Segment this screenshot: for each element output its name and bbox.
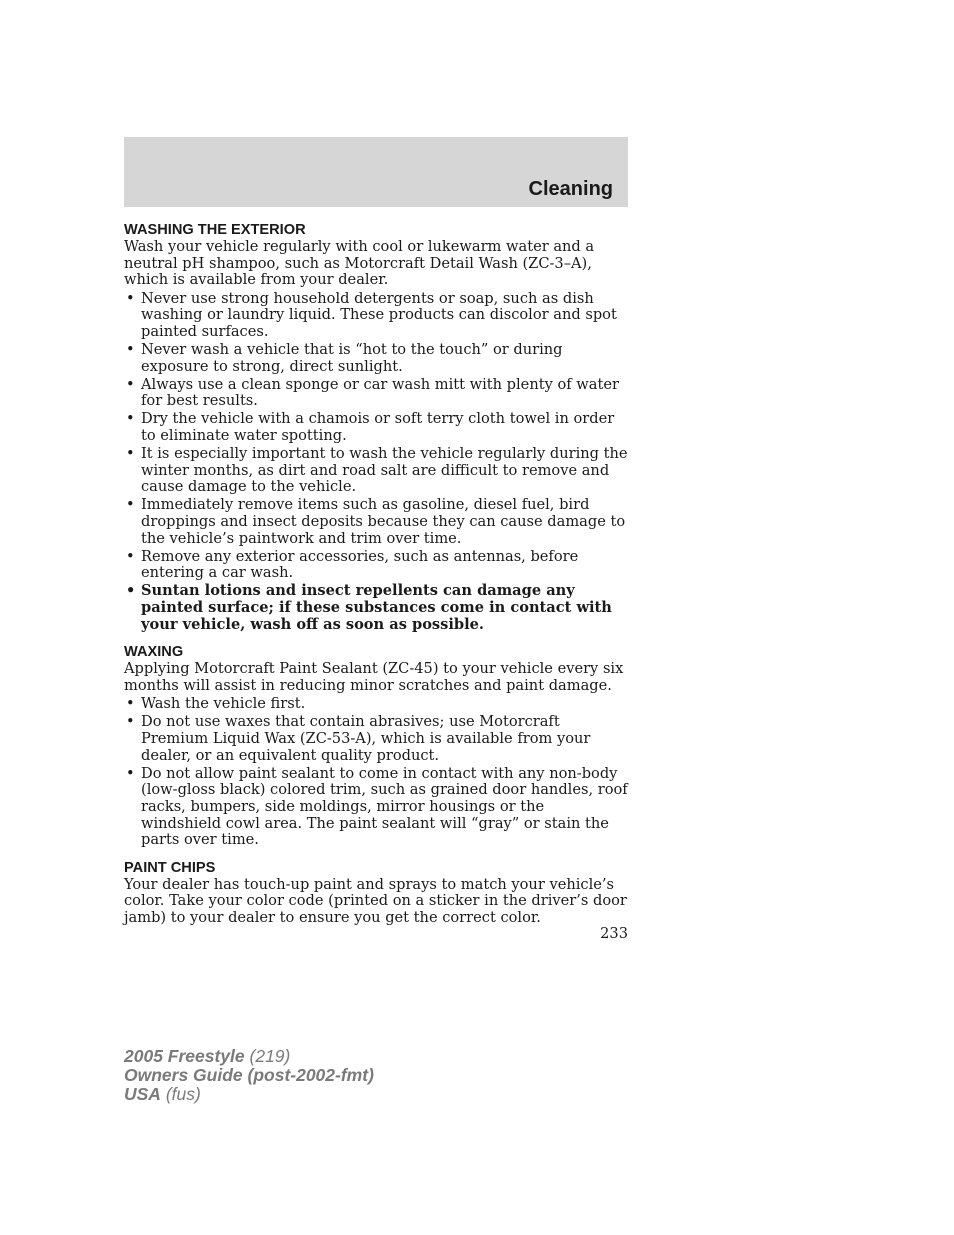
waxing-intro-paragraph: Applying Motorcraft Paint Sealant (ZC-45) to your vehicle every six months will assist in reducing minor scratches and paint damage.: [124, 660, 624, 694]
waxing-bullet-list: [124, 696, 628, 848]
footer-model-code: (219): [244, 1046, 291, 1066]
footer-market-code: (fus): [160, 1084, 201, 1104]
footer-line-model: [124, 1047, 374, 1066]
footer-model: 2005 Freestyle: [124, 1046, 245, 1066]
list-item: • It is especially important to wash the vehicle regularly during the winter months, as dirt and road salt are difficult to remove and cause damage to the vehicle.: [124, 446, 628, 496]
heading-waxing: WAXING: [124, 644, 184, 661]
page-content: [124, 220, 628, 928]
list-item: • Never wash a vehicle that is “hot to the touch” or during exposure to strong, direct sunlight.: [124, 342, 628, 375]
page-number: 233: [600, 925, 628, 942]
list-item: • Never use strong household detergents or soap, such as dish washing or laundry liquid. These products can discolor and spot painted surfaces.: [124, 291, 628, 341]
warning-list-item: • Suntan lotions and insect repellents can damage any painted surface; if these substances come in contact with your vehicle, wash off as soon as possible.: [124, 583, 628, 633]
footer-line-market: [124, 1085, 374, 1104]
section-title: Cleaning: [528, 178, 613, 200]
list-item: • Always use a clean sponge or car wash mitt with plenty of water for best results.: [124, 377, 628, 410]
heading-washing-exterior: WASHING THE EXTERIOR: [124, 222, 306, 238]
list-item: • Wash the vehicle first.: [124, 696, 628, 713]
footer-market: USA: [124, 1084, 161, 1104]
section-header-band: [124, 137, 628, 207]
paint-chips-paragraph: Your dealer has touch-up paint and sprays to match your vehicle’s color. Take your color code (printed on a sticker in the driver’s door jamb) to your dealer to ensure you get the correct color.: [124, 875, 627, 926]
washing-bullet-list: [124, 291, 628, 633]
list-item: • Do not allow paint sealant to come in contact with any non-body (low-gloss black) colored trim, such as grained door handles, roof racks, bumpers, side moldings, mirror housings or the windshield cowl area. The paint sealant will “gray” or stain the parts over time.: [124, 766, 628, 849]
heading-paint-chips: PAINT CHIPS: [124, 859, 216, 876]
list-item: • Remove any exterior accessories, such as antennas, before entering a car wash.: [124, 549, 628, 582]
footer-guide: Owners Guide (post-2002-fmt): [124, 1065, 374, 1085]
list-item: • Do not use waxes that contain abrasives; use Motorcraft Premium Liquid Wax (ZC-53-A), which is available from your dealer, or an equivalent quality product.: [124, 714, 628, 764]
list-item: • Immediately remove items such as gasoline, diesel fuel, bird droppings and insect deposits because they can cause damage to the vehicle’s paintwork and trim over time.: [124, 497, 628, 547]
list-item: • Dry the vehicle with a chamois or soft terry cloth towel in order to eliminate water spotting.: [124, 411, 628, 444]
footer-line-guide: [124, 1066, 374, 1085]
washing-intro-paragraph: Wash your vehicle regularly with cool or lukewarm water and a neutral pH shampoo, such as Motorcraft Detail Wash (ZC-3–A), which is available from your dealer.: [124, 238, 595, 289]
document-footer: [124, 1047, 374, 1104]
